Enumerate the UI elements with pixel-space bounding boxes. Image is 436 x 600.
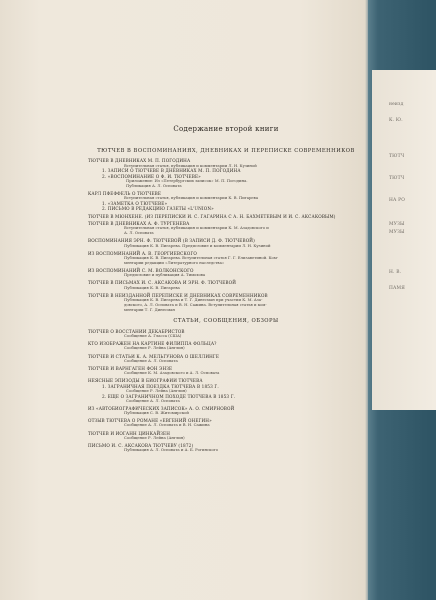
entry-title: ТЮТЧЕВ В ДНЕВНИКАХ М. П. ПОГОДИНА xyxy=(88,158,191,164)
entry-credit: Сообщение А. Л. Осповата xyxy=(124,357,178,363)
facing-page-fragment: неизд xyxy=(389,102,404,107)
entry-subitem xyxy=(88,394,364,404)
subitem-credit: Приложение: Из «Петербургских записок» М. П. Погодина. xyxy=(126,177,248,183)
section-title: СТАТЬИ, СООБЩЕНИЯ, ОБЗОРЫ xyxy=(173,318,279,325)
entry-credit: ментарии Т. Г. Динесман xyxy=(124,306,175,312)
toc-entry xyxy=(88,191,364,211)
entry-credit: Вступительная статья, публикация и комментарии К. М. Азадовского и xyxy=(124,225,269,231)
entry-credit: Публикация К. В. Пигарева. Предисловие и комментарии Л. Н. Кузиной xyxy=(124,242,271,248)
entry-title: ВОСПОМИНАНИЯ ЭРН. Ф. ТЮТЧЕВОЙ (В ЗАПИСИ Д. Ф. ТЮТЧЕВОЙ) xyxy=(88,238,255,244)
entry-title: ОТЗЫВ ТЮТЧЕВА О РОМАНЕ «ЕВГЕНИЙ ОНЕГИН» xyxy=(88,418,212,424)
entry-credit: Предисловие и публикация А. Тимохова xyxy=(124,272,206,278)
entry-title: ИЗ ВОСПОМИНАНИЙ А. В. ГЕОРГИЕВСКОГО xyxy=(88,250,197,256)
facing-page-fragment: МУЗЫ xyxy=(389,230,405,235)
toc-entry xyxy=(88,366,364,376)
subitem-credit: Сообщение А. Л. Осповата xyxy=(126,397,180,403)
subitem-title: 2. ЕЩЕ О ЗАГРАНИЧНОМ ПОХОДЕ ТЮТЧЕВА В 1853 Г. xyxy=(102,393,236,399)
entry-credit: Публикация К. В. Пигарева. Вступительная статья Г. Г. Елизаветиной. Ком- xyxy=(124,254,279,260)
subitem-title: 1. «ЗАМЕТКА О ТЮТЧЕВЕ» xyxy=(102,200,168,206)
page-title: Содержание второй книги xyxy=(173,125,279,133)
toc-entry xyxy=(88,214,364,219)
toc-entry xyxy=(88,158,364,188)
entry-title: ТЮТЧЕВ В ПИСЬМАХ И. С. АКСАКОВА И ЭРН. Ф. ТЮТЧЕВОЙ xyxy=(88,280,237,286)
entry-title: ТЮТЧЕВ И ИОГАНН ЦИНКАЙЗЕН xyxy=(88,430,171,436)
toc-entry xyxy=(88,418,364,428)
entry-credit: Вступительная статья, публикация и комментарии К. В. Пигарева xyxy=(124,195,259,200)
entry-credit: Публикация К. В. Пигарева xyxy=(124,284,180,290)
entry-title: КТО ИЗОБРАЖЕН НА КАРТИНЕ ФИЛИППА ФОЛЬЦА? xyxy=(88,341,217,347)
entry-subitem xyxy=(88,206,364,211)
entry-title: КАРЛ ПФЕФФЕЛЬ О ТЮТЧЕВЕ xyxy=(88,190,162,196)
toc-entry xyxy=(88,406,364,416)
subitem-title: 2. ПИСЬМО В РЕДАКЦИЮ ГАЗЕТЫ «L'UNION» xyxy=(102,206,214,211)
entry-credit: Вступительная статья, публикация и комментарии Л. Н. Кузиной xyxy=(124,162,257,168)
entry-credit: Сообщение Р. Лейна (Англия) xyxy=(124,434,185,440)
entry-credit: Публикация А. Л. Осповата и А. Б. Рогинского xyxy=(124,447,219,453)
entry-subitem xyxy=(88,174,364,189)
facing-page-fragment: ПАМЯ xyxy=(389,286,405,291)
facing-page-fragment: ТЮТЧ xyxy=(389,176,405,181)
entry-credit: довского, А. Л. Осповата и В. Н. Сажина. Вступительная статья и ком- xyxy=(124,301,267,307)
entry-credit: Публикация С. В. Житомирской xyxy=(124,410,189,416)
entry-credit: А. Л. Осповата xyxy=(124,230,154,236)
entry-credit: ментарии редакции «Литературного наследства» xyxy=(124,259,225,265)
entry-title: ТЮТЧЕВ И СТАТЬИ К. А. МЕЛЬГУНОВА О ШЕЛЛИНГЕ xyxy=(88,353,220,359)
toc-entry xyxy=(88,443,364,453)
subitem-title: 1. ЗАГРАНИЧНАЯ ПОЕЗДКА ТЮТЧЕВА В 1853 Г. xyxy=(102,383,219,389)
entry-credit: Сообщение К. М. Азадовского и А. Л. Осповата xyxy=(124,370,220,376)
entry-credit: Сообщение Р. Лейна (Англия) xyxy=(124,345,185,351)
entry-title: ТЮТЧЕВ О ВОССТАНИИ ДЕКАБРИСТОВ xyxy=(88,328,185,334)
facing-page xyxy=(372,70,436,410)
entry-title: ТЮТЧЕВ В МЮНХЕНЕ. (ИЗ ПЕРЕПИСКИ И. С. ГАГАРИНА С А. Н. БАХМЕТЕВЫМ И И. С. АКСАКОВЫМ) xyxy=(88,213,336,219)
section-title: ТЮТЧЕВ В ВОСПОМИНАНИЯХ, ДНЕВНИКАХ И ПЕРЕПИСКЕ СОВРЕМЕННИКОВ xyxy=(97,148,355,154)
toc-entry xyxy=(88,280,364,290)
toc-entry xyxy=(88,329,364,339)
entry-title: ИЗ ВОСПОМИНАНИЙ С. М. ВОЛКОНСКОГО xyxy=(88,267,194,273)
facing-page-fragment: ТЮТЧ xyxy=(389,154,405,159)
entry-title: ТЮТЧЕВ И ВАРНГАГЕН ФОН ЭНЗЕ xyxy=(88,365,173,371)
toc-entry xyxy=(88,251,364,266)
entry-credit: Сообщение А. Гласса (США) xyxy=(124,332,182,338)
toc-entry xyxy=(88,378,364,403)
facing-page-fragment: Н. В. xyxy=(389,270,402,275)
toc-entry xyxy=(88,238,364,248)
toc-entry xyxy=(88,431,364,441)
facing-page-fragment: К. Ю. xyxy=(389,118,403,123)
entry-title: НЕЯСНЫЕ ЭПИЗОДЫ В БИОГРАФИИ ТЮТЧЕВА xyxy=(88,378,203,384)
toc-entry xyxy=(88,268,364,278)
subitem-title: 1. ЗАПИСИ О ТЮТЧЕВЕ В ДНЕВНИКАХ М. П. ПОГОДИНА xyxy=(102,168,241,174)
entry-credit: Сообщение А. Л. Осповата и В. Н. Сажина xyxy=(124,422,210,428)
facing-page-fragment: МУЗЫ xyxy=(389,222,405,227)
entry-title: ИЗ «АВТОБИОГРАФИЧЕСКИХ ЗАПИСОК» А. О. СМИРНОВОЙ xyxy=(88,405,235,411)
entry-title: ПИСЬМО И. С. АКСАКОВА ТЮТЧЕВУ (1872) xyxy=(88,443,194,449)
toc-entry xyxy=(88,341,364,351)
facing-page-fragment: НА РО xyxy=(389,198,406,203)
toc-entry xyxy=(88,221,364,236)
subitem-title: 2. «ВОСПОМИНАНИЕ О Ф. И. ТЮТЧЕВЕ» xyxy=(102,173,201,179)
toc-body xyxy=(88,148,364,453)
table-of-contents xyxy=(88,125,364,455)
toc-entry xyxy=(88,293,364,313)
subitem-credit: Публикация А. Л. Осповата xyxy=(126,182,182,188)
entry-title: ТЮТЧЕВ В НЕИЗДАННОЙ ПЕРЕПИСКЕ И ДНЕВНИКАХ СОВРЕМЕННИКОВ xyxy=(88,292,268,298)
subitem-credit: Сообщение Р. Лейна (Англия) xyxy=(126,387,187,393)
toc-entry xyxy=(88,354,364,364)
entry-credit: Публикация К. В. Пигарева и Т. Г. Динесман при участии К. М. Аза- xyxy=(124,296,263,302)
entry-subitem xyxy=(88,384,364,394)
entry-title: ТЮТЧЕВ В ДНЕВНИКАХ А. Ф. ТУРГЕНЕВА xyxy=(88,221,190,227)
